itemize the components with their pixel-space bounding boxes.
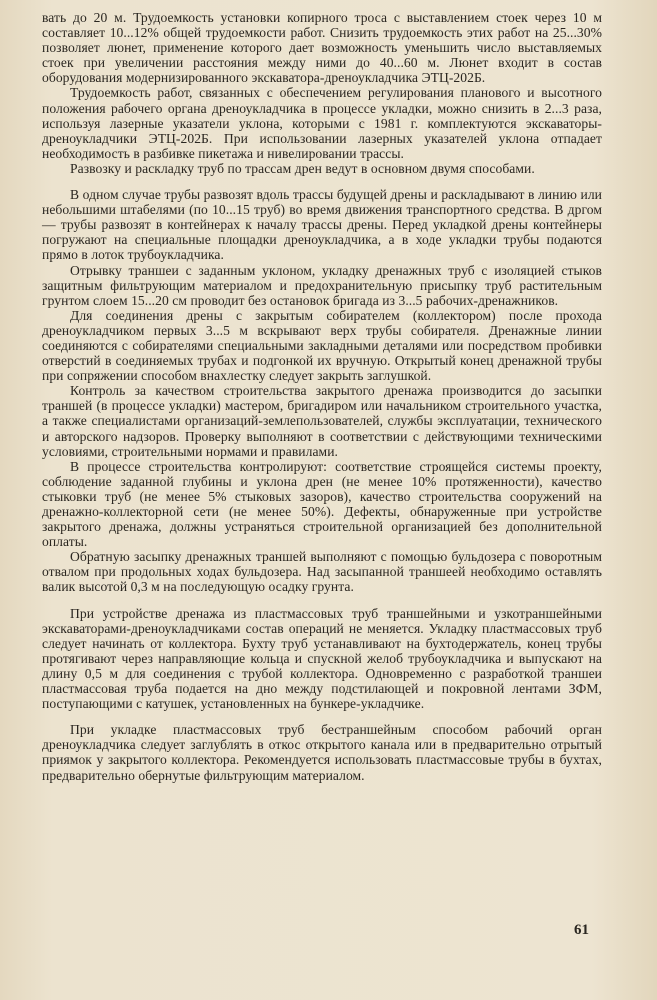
- paragraph: Трудоемкость работ, связанных с обеспечением регулирования планового и высотного положения рабочего органа дреноукладчика в процессе укладки, можно снизить в 2...3 раза, используя лазерные указатели уклона, которыми с 1981 г. комплектуются экскаваторы-дреноукладчики ЭТЦ-202Б. При использовании лазерных указателей уклона отпадает необходимость в разбивке пикетажа и нивелировании трассы.: [42, 85, 602, 161]
- paragraph: Для соединения дрены с закрытым собирателем (коллектором) после прохода дреноукладчиком первых 3...5 м вскрывают верх трубы собирателя. Дренажные линии соединяются с собирателями специальными закладными деталями или посредством пробивки отверстий в соединяемых трубах и подгонкой их вручную. Открытый конец дренажной трубы при сопряжении способом внахлестку следует закрыть заглушкой.: [42, 307, 602, 384]
- body-text: [42, 10, 602, 783]
- paragraph: Развозку и раскладку труб по трассам дрен ведут в основном двумя способами.: [70, 160, 535, 176]
- paragraph: Обратную засыпку дренажных траншей выполняют с помощью бульдозера с поворотным отвалом при продольных ходах бульдозера. Над засыпанной траншеей необходимо оставлять валик высотой 0,3 м на последующую осадку грунта.: [42, 549, 602, 595]
- paragraph: В одном случае трубы развозят вдоль трассы будущей дрены и раскладывают в линию или небольшими штабелями (по 10...15 труб) во время движения транспортного средства. В дргом — трубы развозят в контейнерах к началу трассы дрены. Перед укладкой дрены контейнеры погружают на специальные площадки дреноукладчика, а в ходе укладки трубы подаются прямо в лоток трубоукладчика.: [42, 187, 602, 263]
- paragraph: При устройстве дренажа из пластмассовых труб траншейными и узкотраншейными экскаваторами-дреноукладчиками состав операций не меняется. Укладку пластмассовых труб следует начинать от коллектора. Бухту труб устанавливают на бухтодержатель, конец трубы протягивают через направляющие кольца и спускной желоб трубоукладчика и выпускают на длину 0,5 м для соединения с трубой коллектора. Одновременно с разработкой траншеи пластмассовая труба подается на дно между подстилающей и покровной лентами ЗФМ, поступающими с катушек, установленных на бункере-укладчике.: [42, 605, 602, 712]
- paragraph: вать до 20 м. Трудоемкость установки копирного троса с выставлением стоек через 10 м составляет 10...12% общей трудоемкости работ. Снизить трудоемкость этих работ на 25...30% позволяет люнет, применение которого дает возможность уменьшить число выставляемых стоек при увеличении расстояния между ними до 40...60 м. Люнет входит в состав оборудования модернизированного экскаватора-дреноукладчика ЭТЦ-202Б.: [42, 10, 602, 86]
- paragraph: Отрывку траншеи с заданным уклоном, укладку дренажных труб с изоляцией стыков защитным фильтрующим материалом и предохранительную присыпку труб растительным грунтом слоем 15...20 см проводит без остановок бригада из 3...5 рабочих-дренажников.: [42, 262, 602, 308]
- paragraph: При укладке пластмассовых труб бестраншейным способом рабочий орган дреноукладчика следует заглублять в откос открытого канала или в предварительно отрытый приямок у закрытого коллектора. Рекомендуется использовать пластмассовые трубы в бухтах, предварительно обернутые фильтрующим материалом.: [42, 722, 602, 783]
- paragraph: Контроль за качеством строительства закрытого дренажа производится до засыпки траншей (в процессе укладки) мастером, бригадиром или начальником строительного участка, а также специалистами организаций-землепользователей, службы эксплуатации, технического и авторского надзоров. Проверку выполняют в соответствии с действующими техническими условиями, строительными нормами и правилами.: [42, 383, 602, 459]
- paragraph: В процессе строительства контролируют: соответствие строящейся системы проекту, соблюдение заданной глубины и уклона дрен (не менее 10% протяженности), качество стыковки труб (не менее 5% стыковых зазоров), качество строительства сооружений на дренажно-коллекторной сети (не менее 50%). Дефекты, обнаруженные при устройстве закрытого дренажа, должны устраняться строительной организацией без дополнительной оплаты.: [42, 458, 602, 550]
- page-number: 61: [574, 922, 589, 938]
